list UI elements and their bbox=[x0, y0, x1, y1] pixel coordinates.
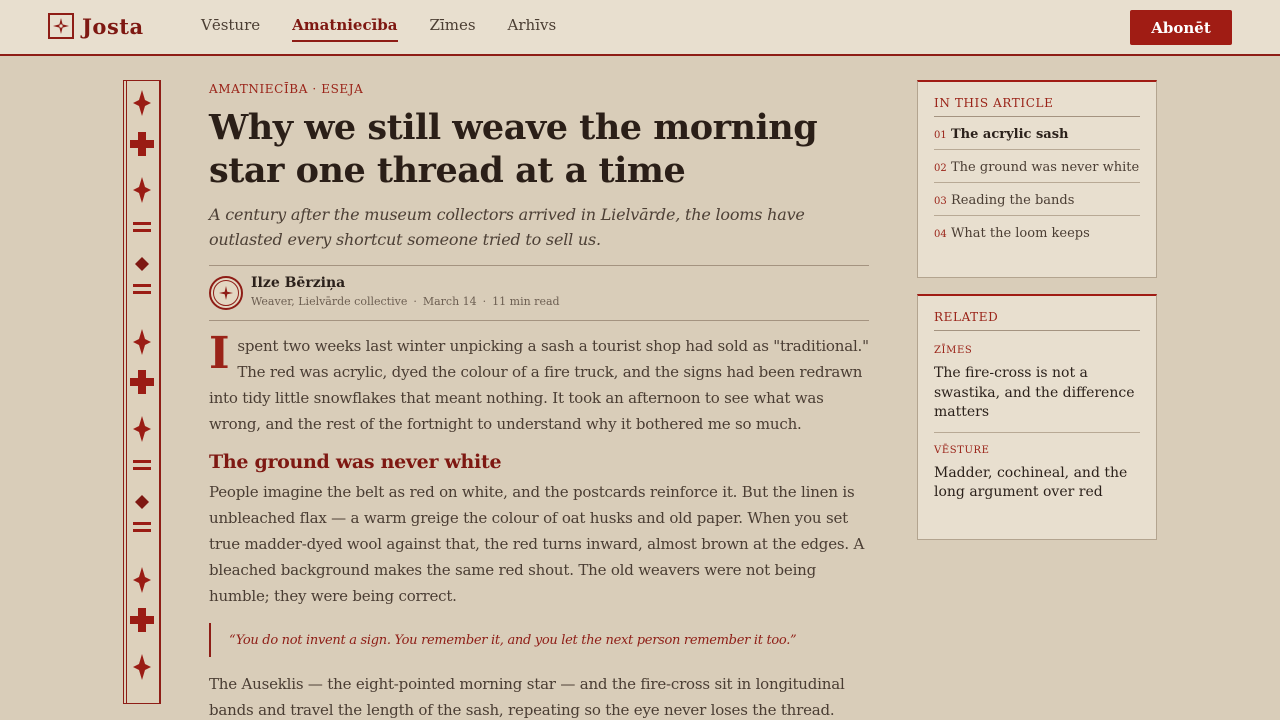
separator: · bbox=[413, 295, 417, 308]
article-title: Why we still weave the morning star one thread at a time bbox=[209, 107, 818, 191]
ornament-pattern bbox=[124, 81, 162, 705]
star-icon bbox=[133, 329, 151, 355]
related-title: RELATED bbox=[934, 310, 1140, 331]
section-heading: The ground was never white bbox=[209, 451, 502, 473]
toc-label: The ground was never white bbox=[951, 160, 1140, 175]
ornament-band bbox=[123, 80, 161, 704]
bars-icon bbox=[133, 222, 151, 232]
toc-number: 01 bbox=[934, 130, 947, 141]
toc-card bbox=[917, 80, 1157, 278]
related-card bbox=[917, 294, 1157, 540]
paragraph-1-text: spent two weeks last winter unpicking a sash a tourist shop had sold as "traditional." The red was acrylic, dyed the colour of a fire truck, and the signs had been redrawn into tidy little snowflakes that meant nothing. It took an afternoon to see what was wrong, and the rest of the fortnight to understand why it bothered me so much. bbox=[209, 337, 869, 433]
diamond-icon bbox=[135, 257, 149, 271]
nav-item-arhivs[interactable]: Arhīvs bbox=[507, 16, 557, 34]
toc-label: The acrylic sash bbox=[951, 127, 1069, 142]
author-name[interactable]: Ilze Bērziņa bbox=[251, 275, 346, 291]
separator: · bbox=[482, 295, 487, 308]
toc-item-1[interactable] bbox=[934, 117, 1140, 150]
logo[interactable] bbox=[48, 13, 144, 39]
star-icon bbox=[133, 416, 151, 442]
star-icon bbox=[133, 654, 151, 680]
main-nav bbox=[201, 16, 588, 42]
star-icon bbox=[133, 177, 151, 203]
morning-star-icon bbox=[213, 280, 239, 306]
cross-icon bbox=[130, 608, 154, 632]
related-tag: VĒSTURE bbox=[934, 444, 990, 456]
publish-date: March 14 bbox=[422, 295, 477, 308]
star-icon bbox=[133, 90, 151, 116]
related-item-2[interactable] bbox=[934, 433, 1140, 512]
byline-meta bbox=[251, 295, 560, 308]
bars-icon bbox=[133, 284, 151, 294]
toc-item-3[interactable] bbox=[934, 183, 1140, 216]
pull-quote: “You do not invent a sign. You remember it, and you let the next person remember it too.” bbox=[209, 623, 869, 657]
article-kicker[interactable]: AMATNIECĪBA · ESEJA bbox=[209, 82, 364, 96]
nav-item-amatnieciba[interactable]: Amatniecība bbox=[292, 16, 397, 42]
toc-number: 04 bbox=[934, 229, 947, 240]
subscribe-button[interactable]: Abonēt bbox=[1130, 10, 1232, 45]
paragraph-1 bbox=[209, 328, 869, 437]
toc-item-2[interactable] bbox=[934, 150, 1140, 183]
read-time: 11 min read bbox=[492, 295, 560, 308]
toc-number: 03 bbox=[934, 196, 947, 207]
related-item-1[interactable] bbox=[934, 331, 1140, 433]
nav-item-vesture[interactable]: Vēsture bbox=[201, 16, 261, 34]
article-dek: A century after the museum collectors arrived in Lielvārde, the looms have outlasted every shortcut someone tried to sell us. bbox=[209, 205, 805, 249]
bars-icon bbox=[133, 460, 151, 470]
brand-name: Josta bbox=[82, 13, 144, 39]
author-role: Weaver, Lielvārde collective bbox=[251, 295, 408, 308]
toc-label: What the loom keeps bbox=[951, 226, 1090, 241]
nav-item-zimes[interactable]: Zīmes bbox=[429, 16, 476, 34]
related-link[interactable]: The fire-cross is not a swastika, and the difference matters bbox=[934, 365, 1135, 420]
diamond-icon bbox=[135, 495, 149, 509]
bars-icon bbox=[133, 522, 151, 532]
toc-label: Reading the bands bbox=[951, 193, 1075, 208]
related-link[interactable]: Madder, cochineal, and the long argument over red bbox=[934, 464, 1128, 500]
dropcap: I bbox=[209, 328, 230, 379]
top-navigation-bar bbox=[0, 0, 1280, 56]
paragraph-2: People imagine the belt as red on white, and the postcards reinforce it. But the linen is unbleached flax — a warm greige the colour of oat husks and old paper. When you set true madder-dyed wool against that, the red turns inward, almost brown at the edges. A bleached background makes the same red shout. The old weavers were not being humble; they were being correct. bbox=[209, 483, 865, 605]
article bbox=[209, 80, 869, 720]
byline bbox=[209, 265, 869, 321]
paragraph-3: The Auseklis — the eight-pointed morning star — and the fire-cross sit in longitudinal bands and travel the length of the sash, repeating so the eye never loses the thread. bbox=[209, 675, 845, 719]
star-icon bbox=[133, 567, 151, 593]
morning-star-icon bbox=[48, 13, 74, 39]
toc-title: IN THIS ARTICLE bbox=[934, 96, 1140, 117]
toc-item-4[interactable] bbox=[934, 216, 1140, 249]
cross-icon bbox=[130, 370, 154, 394]
cross-icon bbox=[130, 132, 154, 156]
avatar[interactable] bbox=[209, 276, 243, 310]
related-tag: ZĪMES bbox=[934, 345, 973, 356]
toc-number: 02 bbox=[934, 163, 947, 174]
